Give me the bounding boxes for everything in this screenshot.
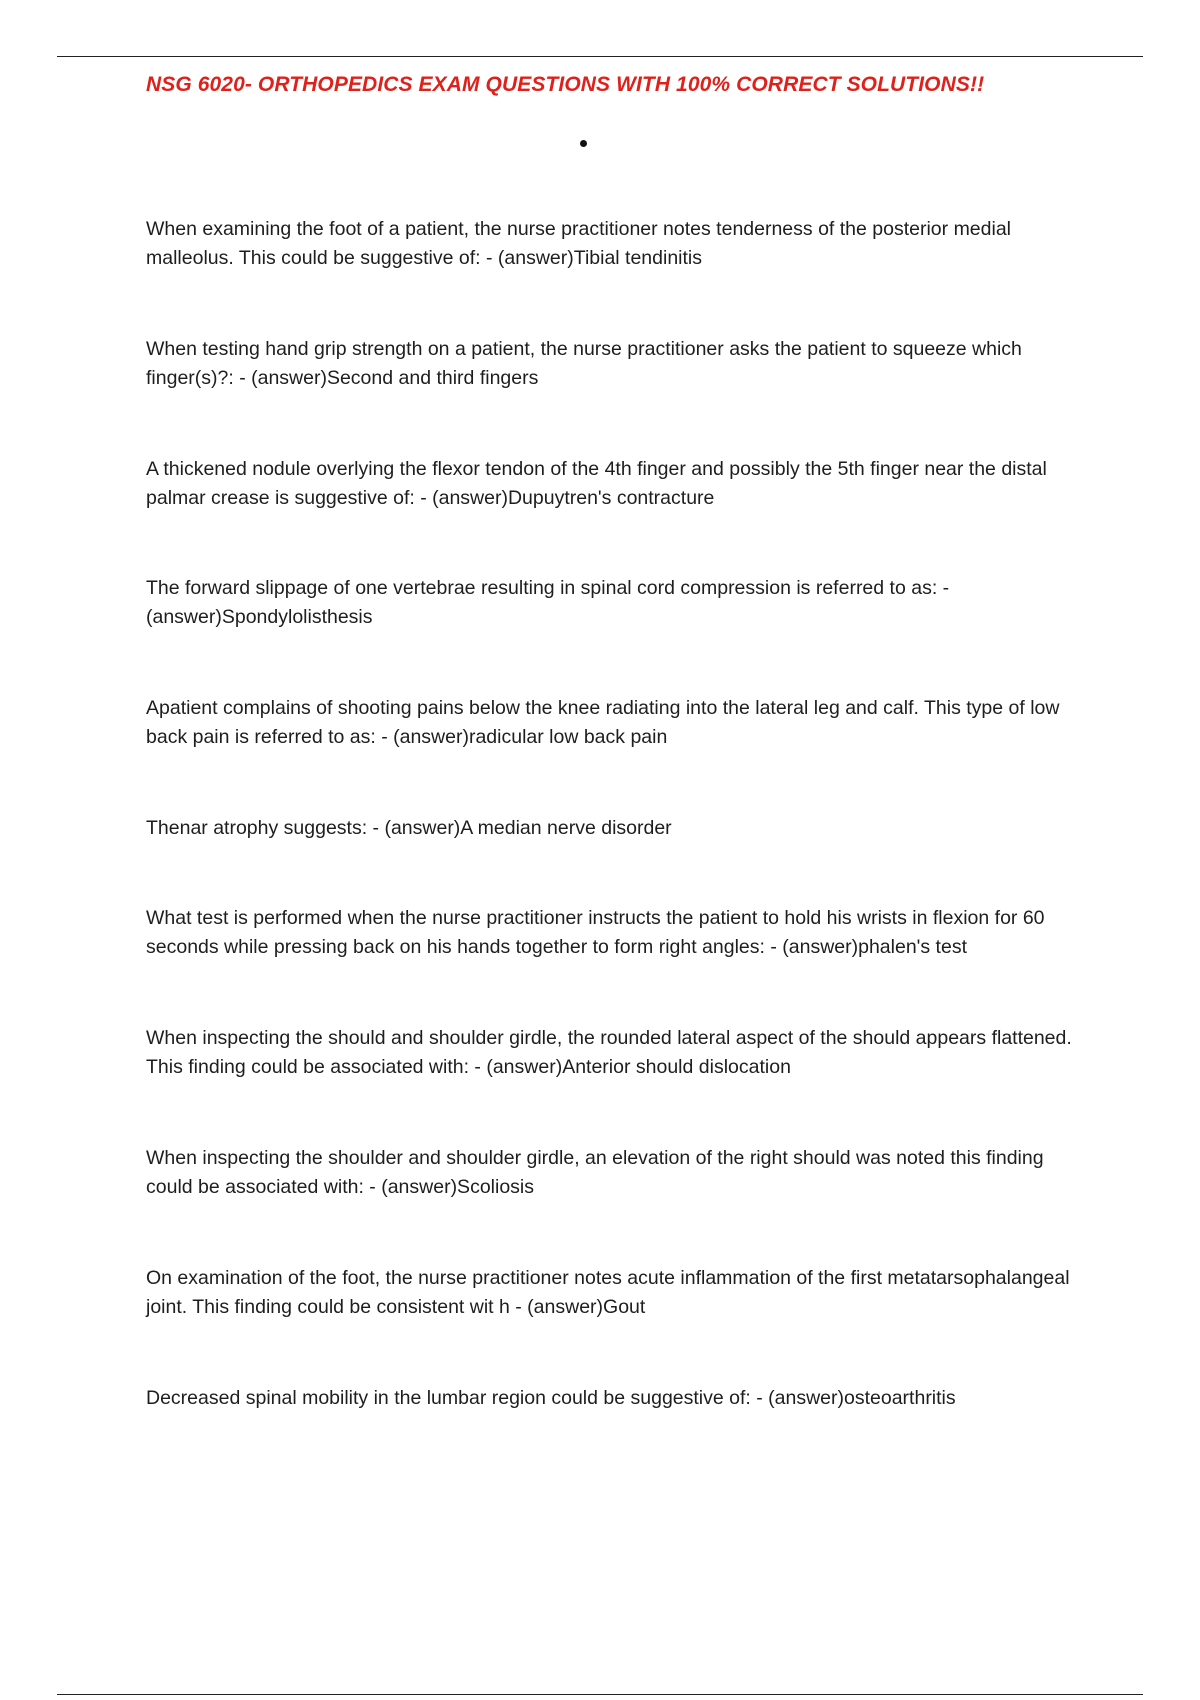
document-title: NSG 6020- ORTHOPEDICS EXAM QUESTIONS WITH 100% CORRECT SOLUTIONS!!: [146, 73, 985, 96]
qa-item-10: On examination of the foot, the nurse practitioner notes acute inflammation of the first metatarsophalangeal joint. This finding could be consistent wit h - (answer)Gout: [146, 1267, 1070, 1318]
bottom-rule: [57, 1694, 1143, 1695]
qa-item-9: When inspecting the shoulder and shoulder girdle, an elevation of the right should was noted this finding could be associated with: - (answer)Scoliosis: [146, 1147, 1044, 1198]
bullet-icon: [580, 140, 587, 147]
qa-item-7: What test is performed when the nurse practitioner instructs the patient to hold his wrists in flexion for 60 seconds while pressing back on his hands together to form right angles: - (answer)phalen's test: [146, 907, 1045, 958]
qa-item-1: When examining the foot of a patient, the nurse practitioner notes tenderness of the posterior medial malleolus. This could be suggestive of: - (answer)Tibial tendinitis: [146, 218, 1012, 269]
qa-item-2: When testing hand grip strength on a patient, the nurse practitioner asks the patient to squeeze which finger(s)?: - (answer)Second and third fingers: [146, 338, 1022, 389]
qa-item-11: Decreased spinal mobility in the lumbar region could be suggestive of: - (answer)osteoarthritis: [146, 1387, 956, 1409]
qa-item-5: Apatient complains of shooting pains below the knee radiating into the lateral leg and calf. This type of low back pain is referred to as: - (answer)radicular low back pain: [146, 697, 1060, 748]
qa-item-4: The forward slippage of one vertebrae resulting in spinal cord compression is referred to as: - (answer)Spondylolisthesis: [146, 577, 950, 628]
qa-item-8: When inspecting the should and shoulder girdle, the rounded lateral aspect of the should appears flattened. This finding could be associated with: - (answer)Anterior should dislocation: [146, 1027, 1072, 1078]
qa-item-6: Thenar atrophy suggests: - (answer)A median nerve disorder: [146, 817, 672, 839]
qa-item-3: A thickened nodule overlying the flexor tendon of the 4th finger and possibly the 5th finger near the distal palmar crease is suggestive of: - (answer)Dupuytren's contracture: [146, 458, 1047, 509]
top-rule: [57, 56, 1143, 57]
